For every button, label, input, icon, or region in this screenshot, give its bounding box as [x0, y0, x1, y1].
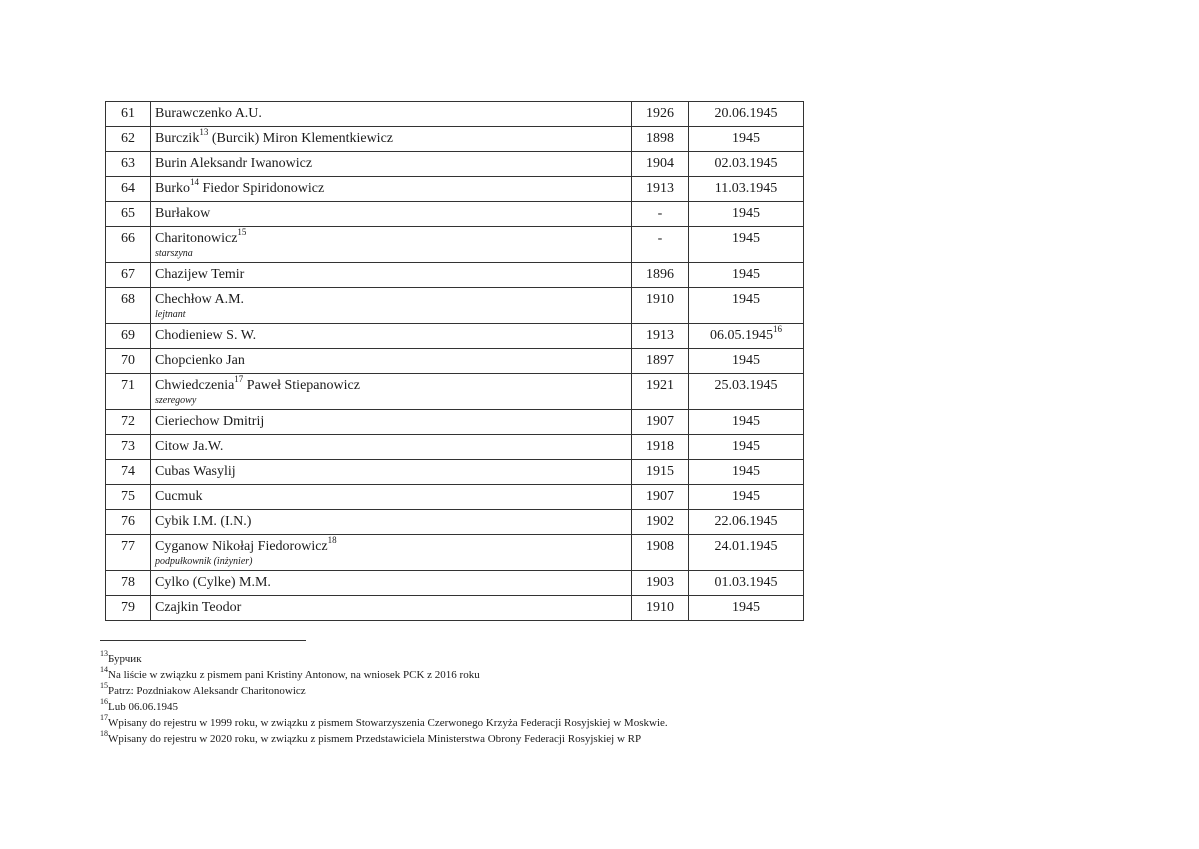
person-cell	[151, 349, 632, 374]
person-cell	[151, 374, 632, 410]
footnote-number: 16	[100, 697, 108, 707]
death-date: 1945	[732, 464, 760, 479]
table-row	[106, 324, 804, 349]
row-number: 74	[106, 460, 151, 485]
table-row	[106, 535, 804, 571]
person-name: Burko	[155, 181, 190, 196]
row-number: 66	[106, 227, 151, 263]
footnote-text: Wpisany do rejestru w 1999 roku, w związku z pismem Stowarzyszenia Czerwonego Krzyża Federacji Rosyjskiej w Moskwie.	[108, 717, 668, 729]
table-row	[106, 435, 804, 460]
person-cell	[151, 435, 632, 460]
footnote-ref: 17	[234, 374, 244, 385]
birth-year: 1910	[632, 596, 689, 621]
footnote	[100, 667, 1000, 683]
footnote-number: 17	[100, 713, 108, 723]
footnote-ref: 13	[199, 127, 209, 138]
birth-year: 1915	[632, 460, 689, 485]
death-date: 02.03.1945	[714, 156, 778, 171]
death-date-cell	[689, 460, 804, 485]
death-date: 20.06.1945	[714, 106, 778, 121]
death-date-cell	[689, 177, 804, 202]
person-name: Czajkin Teodor	[155, 600, 242, 615]
row-number: 64	[106, 177, 151, 202]
birth-year: 1921	[632, 374, 689, 410]
person-name: Chazijew Temir	[155, 267, 245, 282]
footnote-number: 14	[100, 665, 108, 675]
birth-year: -	[632, 227, 689, 263]
footnote-text: Patrz: Pozdniakow Aleksandr Charitonowicz	[108, 685, 306, 697]
burial-register-table	[105, 101, 804, 621]
death-date: 1945	[732, 267, 760, 282]
death-date: 22.06.1945	[714, 514, 778, 529]
footnote	[100, 683, 1000, 699]
row-number: 72	[106, 410, 151, 435]
footnote-text: Lub 06.06.1945	[108, 701, 178, 713]
birth-year: 1913	[632, 177, 689, 202]
footnote-number: 13	[100, 649, 108, 659]
person-cell	[151, 410, 632, 435]
table-row	[106, 202, 804, 227]
death-date-cell	[689, 571, 804, 596]
death-date: 1945	[732, 131, 760, 146]
death-date-cell	[689, 102, 804, 127]
person-name: Citow Ja.W.	[155, 439, 224, 454]
person-name-rest: Fiedor Spiridonowicz	[199, 181, 325, 196]
table-row	[106, 127, 804, 152]
person-name: Chwiedczenia	[155, 378, 235, 393]
birth-year: 1918	[632, 435, 689, 460]
person-cell	[151, 202, 632, 227]
table-row	[106, 263, 804, 288]
row-number: 75	[106, 485, 151, 510]
person-cell	[151, 460, 632, 485]
death-date: 1945	[732, 353, 760, 368]
person-cell	[151, 324, 632, 349]
person-name-rest: (Burcik) Miron Klementkiewicz	[208, 131, 393, 146]
row-number: 71	[106, 374, 151, 410]
death-date: 1945	[732, 439, 760, 454]
birth-year: 1904	[632, 152, 689, 177]
person-cell	[151, 288, 632, 324]
footnote-ref: 16	[773, 324, 782, 335]
table-row	[106, 510, 804, 535]
death-date: 1945	[732, 231, 760, 246]
person-name: Chopcienko Jan	[155, 353, 245, 368]
row-number: 73	[106, 435, 151, 460]
death-date-cell	[689, 410, 804, 435]
death-date-cell	[689, 152, 804, 177]
footnote-ref: 15	[237, 227, 247, 238]
row-number: 61	[106, 102, 151, 127]
birth-year: 1907	[632, 410, 689, 435]
person-name: Charitonowicz	[155, 231, 238, 246]
person-cell	[151, 177, 632, 202]
person-name: Burawczenko A.U.	[155, 106, 262, 121]
birth-year: 1926	[632, 102, 689, 127]
birth-year: 1897	[632, 349, 689, 374]
death-date-cell	[689, 374, 804, 410]
death-date: 1945	[732, 206, 760, 221]
person-cell	[151, 102, 632, 127]
person-name: Cybik I.M. (I.N.)	[155, 514, 252, 529]
death-date-cell	[689, 288, 804, 324]
row-number: 77	[106, 535, 151, 571]
birth-year: 1898	[632, 127, 689, 152]
birth-year: 1913	[632, 324, 689, 349]
footnote	[100, 731, 1000, 747]
row-number: 67	[106, 263, 151, 288]
row-number: 76	[106, 510, 151, 535]
person-cell	[151, 263, 632, 288]
row-number: 70	[106, 349, 151, 374]
person-name: Chodieniew S. W.	[155, 328, 257, 343]
death-date-cell	[689, 596, 804, 621]
military-rank: podpułkownik (inżynier)	[155, 556, 253, 567]
person-name-rest: Paweł Stiepanowicz	[243, 378, 360, 393]
footnotes	[100, 651, 1000, 747]
death-date: 11.03.1945	[714, 181, 778, 196]
person-name: Chechłow A.M.	[155, 292, 245, 307]
person-name: Burin Aleksandr Iwanowicz	[155, 156, 313, 171]
person-cell	[151, 535, 632, 571]
register-body	[106, 102, 804, 621]
person-cell	[151, 127, 632, 152]
footnote-number: 15	[100, 681, 108, 691]
person-name: Burczik	[155, 131, 200, 146]
death-date-cell	[689, 227, 804, 263]
death-date: 24.01.1945	[714, 539, 778, 554]
death-date-cell	[689, 435, 804, 460]
person-cell	[151, 227, 632, 263]
person-name: Burłakow	[155, 206, 211, 221]
row-number: 65	[106, 202, 151, 227]
death-date-cell	[689, 485, 804, 510]
birth-year: -	[632, 202, 689, 227]
footnote-text: Wpisany do rejestru w 2020 roku, w związku z pismem Przedstawiciela Ministerstwa Obrony Federacji Rosyjskiej w RP	[108, 733, 642, 745]
birth-year: 1896	[632, 263, 689, 288]
table-row	[106, 485, 804, 510]
military-rank: szeregowy	[155, 395, 197, 406]
military-rank: lejtnant	[155, 309, 186, 320]
footnote-number: 18	[100, 729, 108, 739]
footnote	[100, 699, 1000, 715]
table-row	[106, 571, 804, 596]
person-cell	[151, 596, 632, 621]
death-date: 1945	[732, 292, 760, 307]
death-date: 01.03.1945	[714, 575, 778, 590]
person-name: Cieriechow Dmitrij	[155, 414, 265, 429]
death-date-cell	[689, 263, 804, 288]
person-cell	[151, 510, 632, 535]
table-row	[106, 410, 804, 435]
birth-year: 1903	[632, 571, 689, 596]
military-rank: starszyna	[155, 248, 193, 259]
table-row	[106, 349, 804, 374]
footnote-ref: 18	[327, 535, 337, 546]
table-row	[106, 177, 804, 202]
person-name: Cyganow Nikołaj Fiedorowicz	[155, 539, 328, 554]
person-cell	[151, 485, 632, 510]
person-cell	[151, 152, 632, 177]
footnote	[100, 651, 1000, 667]
table-row	[106, 152, 804, 177]
death-date: 1945	[732, 600, 760, 615]
birth-year: 1907	[632, 485, 689, 510]
footnote	[100, 715, 1000, 731]
row-number: 69	[106, 324, 151, 349]
person-name: Cubas Wasylij	[155, 464, 236, 479]
death-date-cell	[689, 349, 804, 374]
row-number: 63	[106, 152, 151, 177]
row-number: 62	[106, 127, 151, 152]
footnote-text: Бурчик	[108, 653, 142, 665]
row-number: 79	[106, 596, 151, 621]
footnote-ref: 14	[190, 177, 199, 188]
row-number: 78	[106, 571, 151, 596]
table-row	[106, 374, 804, 410]
birth-year: 1902	[632, 510, 689, 535]
death-date: 1945	[732, 414, 760, 429]
person-cell	[151, 571, 632, 596]
row-number: 68	[106, 288, 151, 324]
table-row	[106, 227, 804, 263]
footnote-separator	[100, 640, 306, 641]
footnote-text: Na liście w związku z pismem pani Kristiny Antonow, na wniosek PCK z 2016 roku	[108, 669, 480, 681]
death-date-cell	[689, 127, 804, 152]
death-date: 06.05.1945	[710, 328, 773, 343]
table-row	[106, 460, 804, 485]
person-name: Cucmuk	[155, 489, 203, 504]
table-row	[106, 288, 804, 324]
birth-year: 1910	[632, 288, 689, 324]
death-date: 25.03.1945	[714, 378, 778, 393]
death-date: 1945	[732, 489, 760, 504]
death-date-cell	[689, 324, 804, 349]
person-name: Cylko (Cylke) M.M.	[155, 575, 271, 590]
death-date-cell	[689, 535, 804, 571]
table-row	[106, 102, 804, 127]
table-row	[106, 596, 804, 621]
birth-year: 1908	[632, 535, 689, 571]
death-date-cell	[689, 510, 804, 535]
death-date-cell	[689, 202, 804, 227]
